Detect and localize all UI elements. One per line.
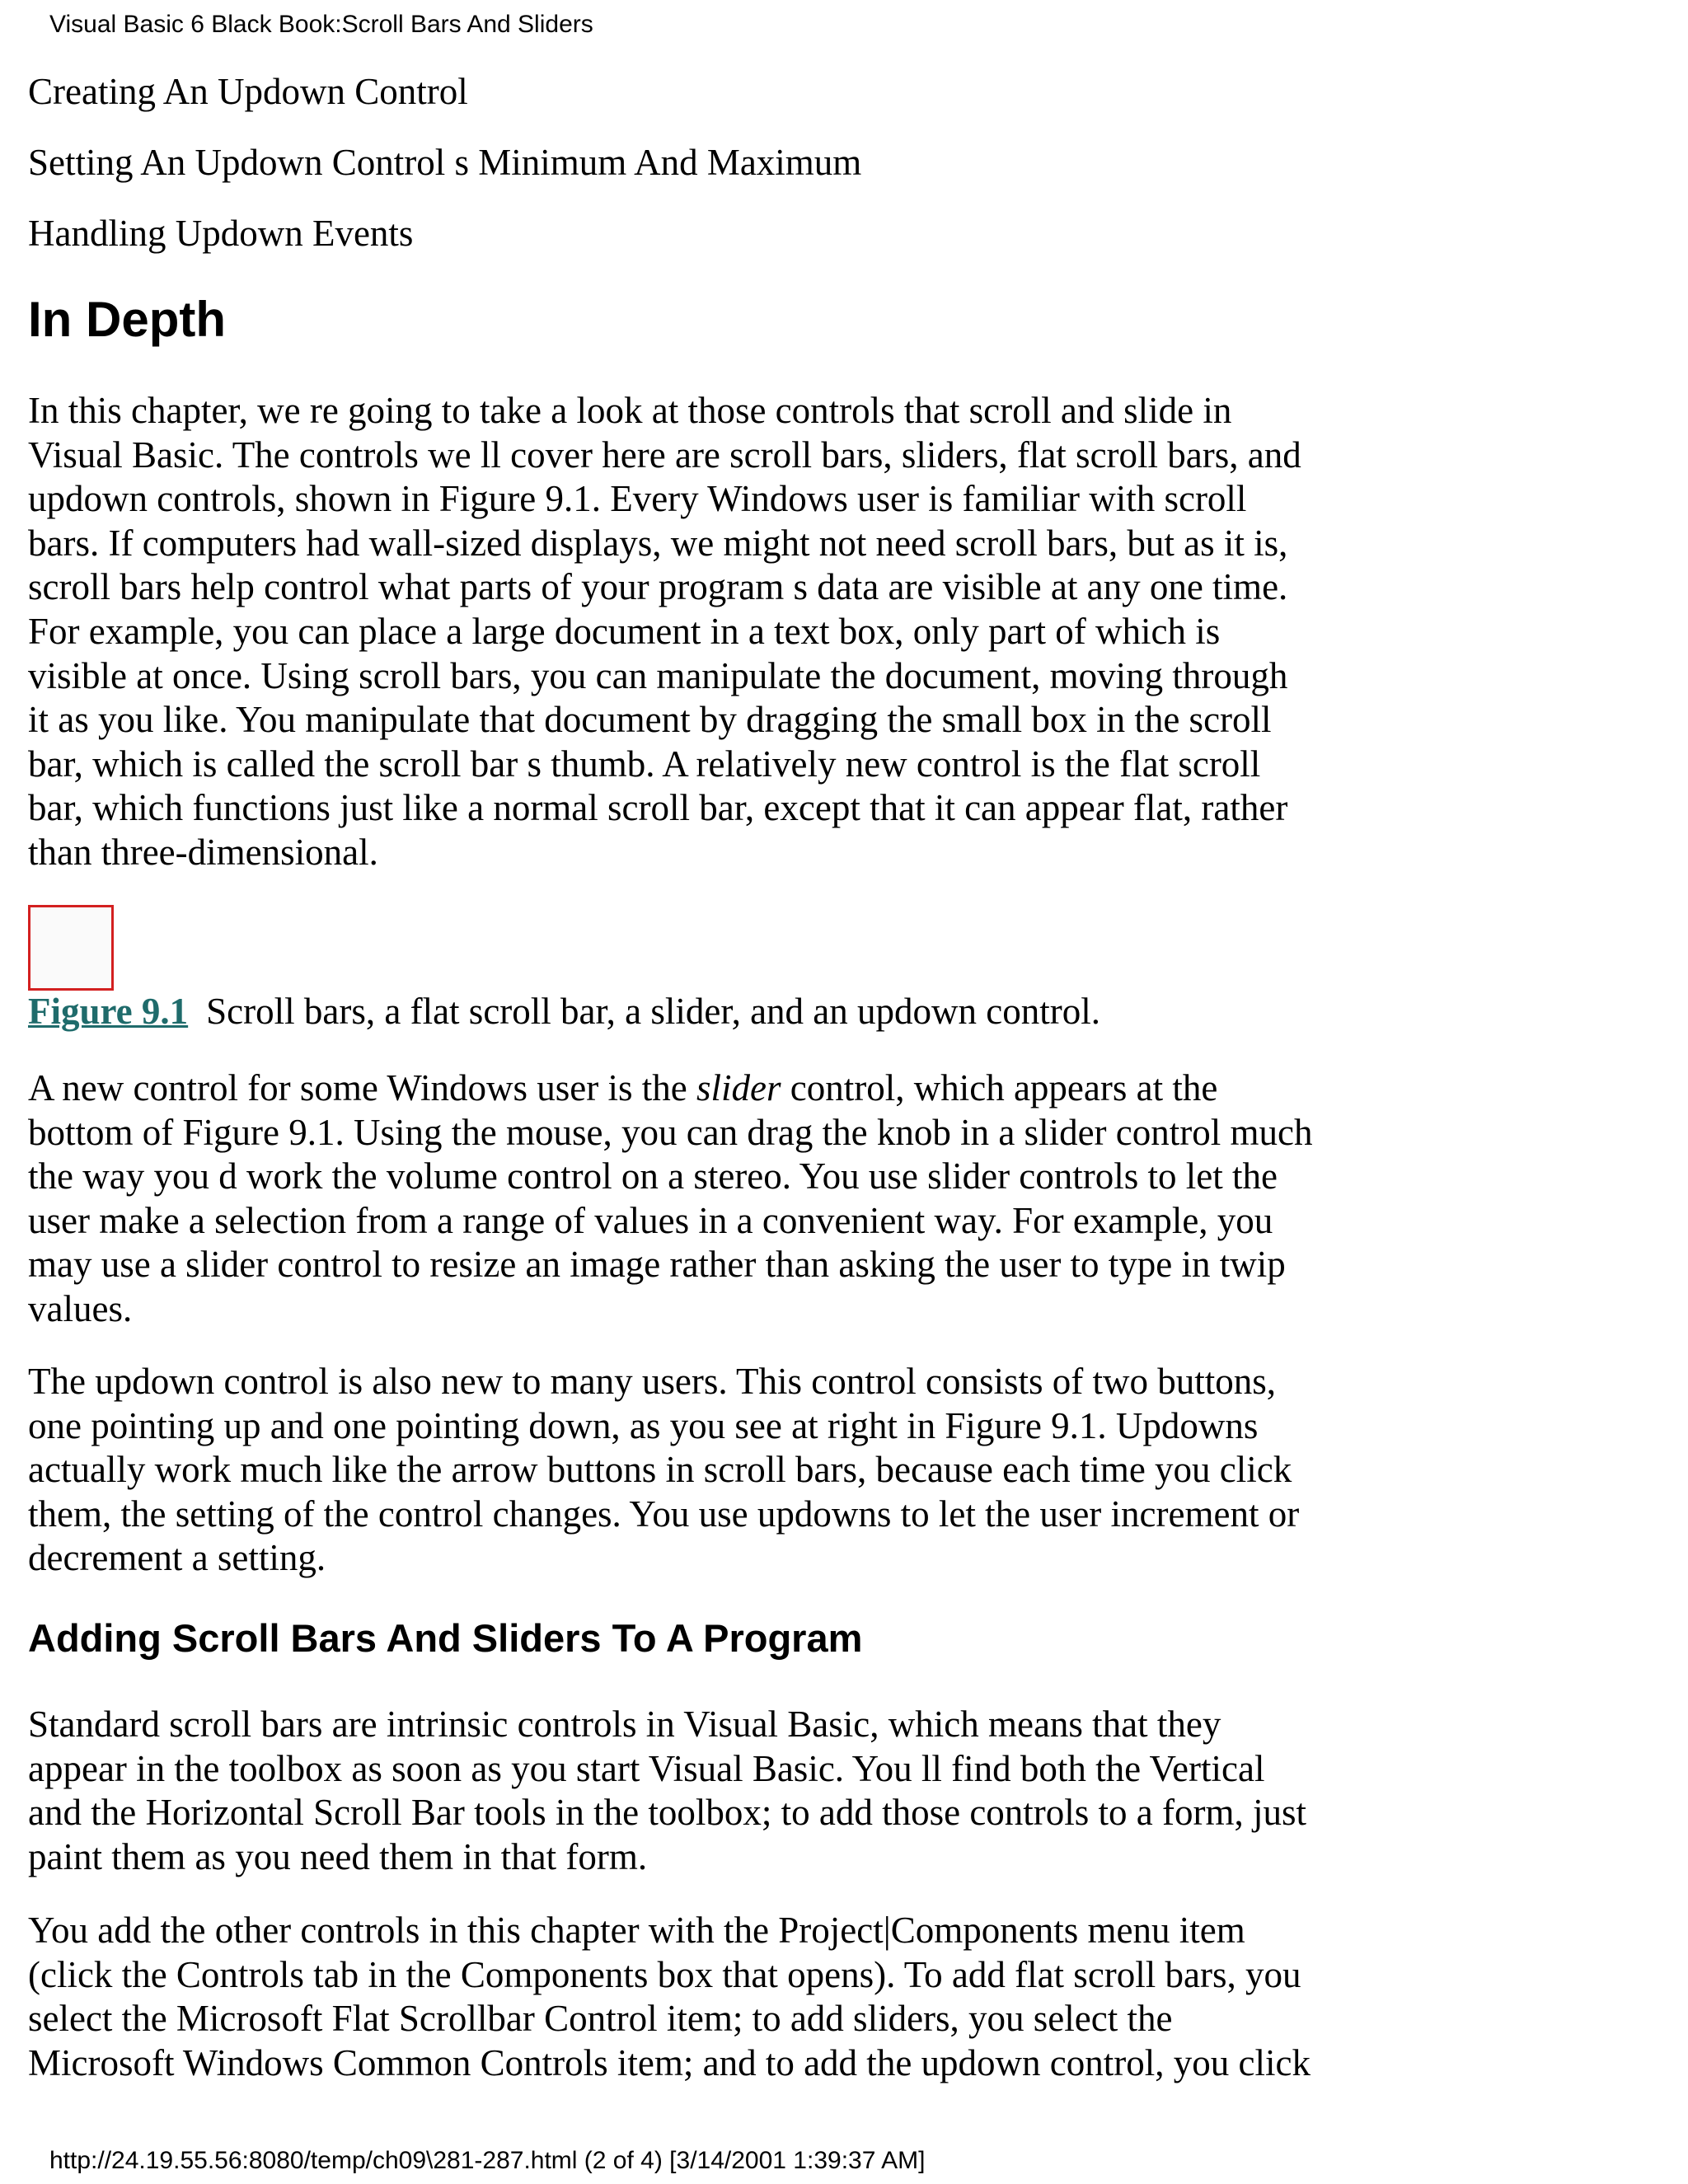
slider-line: may use a slider control to resize an image rather than asking the user to type in twip <box>28 1244 1286 1286</box>
page-header-title: Visual Basic 6 Black Book:Scroll Bars And Sliders <box>49 11 593 38</box>
intro-line: Visual Basic. The controls we ll cover here are scroll bars, sliders, flat scroll bars, and <box>28 434 1301 476</box>
figure-image-placeholder[interactable] <box>28 905 114 991</box>
intro-paragraph <box>28 389 1380 875</box>
slider-term: slider <box>696 1067 781 1108</box>
components-line: You add the other controls in this chapter with the Project|Components menu item <box>28 1910 1245 1951</box>
slider-paragraph <box>28 1066 1380 1332</box>
slider-line-start: A new control for some Windows user is the <box>28 1067 696 1108</box>
slider-line-end: control, which appears at the <box>781 1067 1218 1108</box>
intro-line: In this chapter, we re going to take a look at those controls that scroll and slide in <box>28 390 1232 431</box>
scrollbar-line: appear in the toolbox as soon as you start Visual Basic. You ll find both the Vertical <box>28 1747 1265 1789</box>
subsection-heading: Adding Scroll Bars And Sliders To A Program <box>28 1616 863 1660</box>
toc-link-updown-min-max[interactable]: Setting An Updown Control s Minimum And Maximum <box>28 142 862 183</box>
scrollbar-paragraph <box>28 1703 1380 1879</box>
slider-line: user make a selection from a range of values in a convenient way. For example, you <box>28 1199 1273 1241</box>
slider-line: values. <box>28 1287 133 1329</box>
intro-line: bar, which functions just like a normal scroll bar, except that it can appear flat, rather <box>28 787 1288 829</box>
scrollbar-line: Standard scroll bars are intrinsic controls in Visual Basic, which means that they <box>28 1704 1221 1745</box>
intro-line: than three-dimensional. <box>28 831 378 873</box>
slider-line: bottom of Figure 9.1. Using the mouse, you can drag the knob in a slider control much <box>28 1111 1313 1153</box>
figure-caption <box>28 989 1100 1033</box>
updown-line: The updown control is also new to many users. This control consists of two buttons, <box>28 1361 1277 1402</box>
section-heading-in-depth: In Depth <box>28 292 226 347</box>
scrollbar-line: paint them as you need them in that form. <box>28 1835 648 1877</box>
updown-line: actually work much like the arrow buttons in scroll bars, because each time you click <box>28 1449 1292 1491</box>
intro-line: bar, which is called the scroll bar s thumb. A relatively new control is the flat scroll <box>28 743 1261 785</box>
figure-caption-text: Scroll bars, a flat scroll bar, a slider, and an updown control. <box>206 991 1100 1032</box>
scrollbar-line: and the Horizontal Scroll Bar tools in the toolbox; to add those controls to a form, just <box>28 1792 1307 1834</box>
slider-line <box>28 1066 1380 1111</box>
components-line: Microsoft Windows Common Controls item; and to add the updown control, you click <box>28 2041 1311 2083</box>
components-line: select the Microsoft Flat Scrollbar Control item; to add sliders, you select the <box>28 1998 1173 2040</box>
toc-link-updown-events[interactable]: Handling Updown Events <box>28 213 414 254</box>
components-paragraph <box>28 1909 1380 2085</box>
intro-line: bars. If computers had wall-sized displays, we might not need scroll bars, but as it is, <box>28 522 1288 564</box>
intro-line: updown controls, shown in Figure 9.1. Every Windows user is familiar with scroll <box>28 478 1247 520</box>
intro-line: it as you like. You manipulate that document by dragging the small box in the scroll <box>28 699 1272 741</box>
updown-line: them, the setting of the control changes. You use updowns to let the user increment or <box>28 1493 1300 1535</box>
intro-line: scroll bars help control what parts of your program s data are visible at any one time. <box>28 566 1288 608</box>
figure-link[interactable]: Figure 9.1 <box>28 991 189 1032</box>
updown-line: one pointing up and one pointing down, as you see at right in Figure 9.1. Updowns <box>28 1404 1259 1446</box>
intro-line: For example, you can place a large document in a text box, only part of which is <box>28 610 1221 652</box>
page-footer-url: http://24.19.55.56:8080/temp/ch09\281-287.html (2 of 4) [3/14/2001 1:39:37 AM] <box>49 2147 926 2174</box>
slider-line: the way you d work the volume control on a stereo. You use slider controls to let the <box>28 1155 1278 1197</box>
intro-line: visible at once. Using scroll bars, you can manipulate the document, moving through <box>28 654 1288 696</box>
updown-line: decrement a setting. <box>28 1537 326 1579</box>
toc-link-creating-updown[interactable]: Creating An Updown Control <box>28 71 468 112</box>
updown-paragraph <box>28 1360 1380 1581</box>
components-line: (click the Controls tab in the Components box that opens). To add flat scroll bars, you <box>28 1953 1301 1995</box>
